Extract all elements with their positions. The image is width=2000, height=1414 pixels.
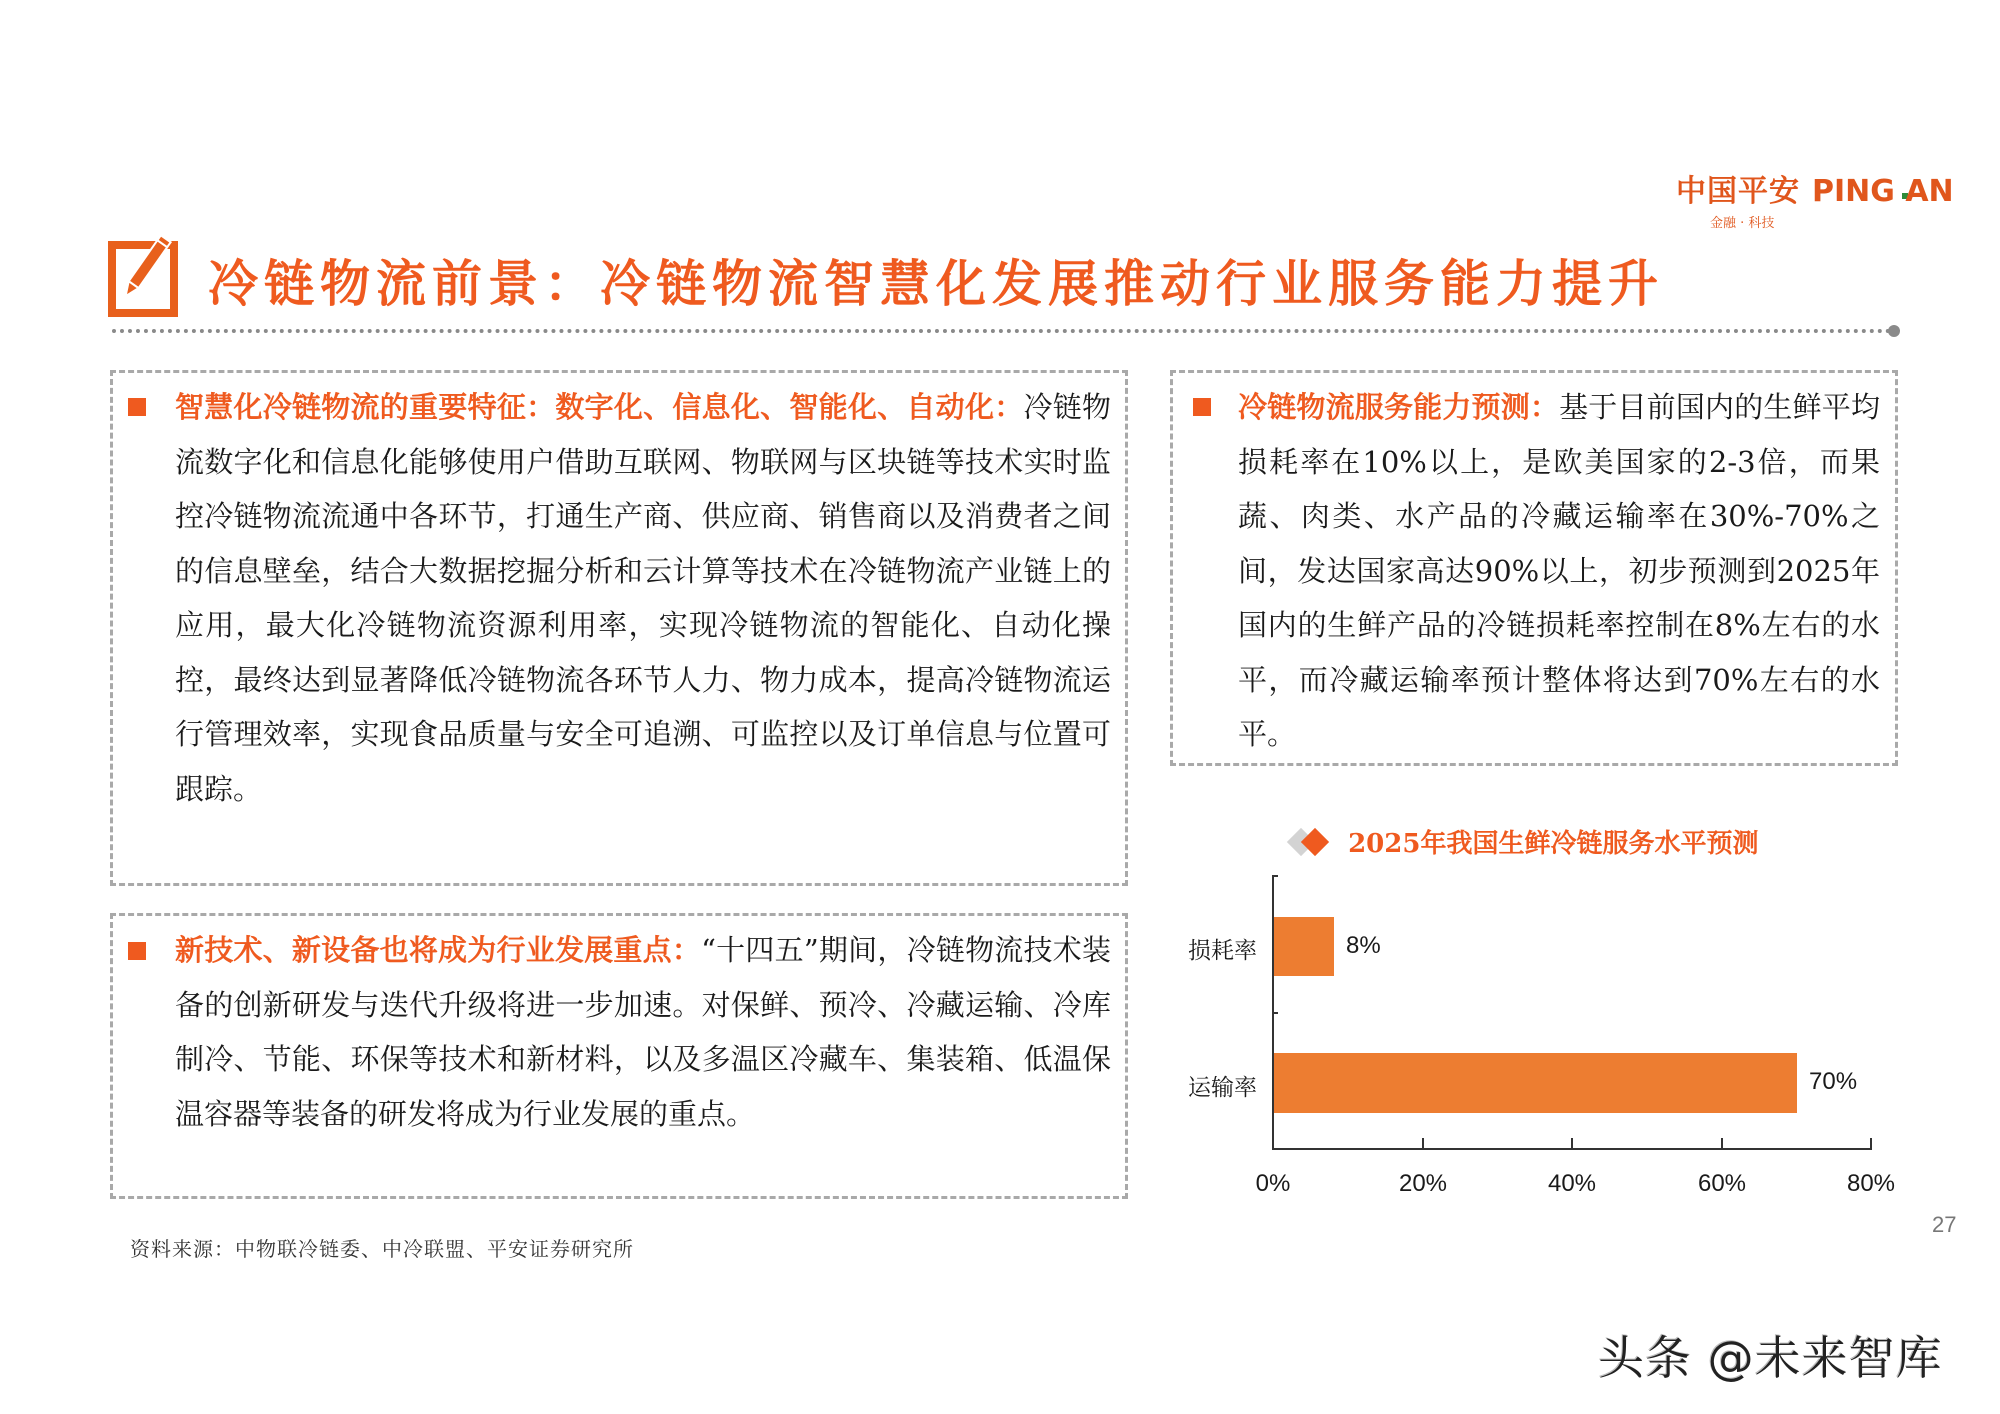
chart-header [1285, 823, 1758, 863]
bar-transport-rate [1274, 1053, 1797, 1113]
x-tick [1571, 1138, 1573, 1150]
title-divider [112, 329, 1892, 333]
forecast-body: 基于目前国内的生鲜平均损耗率在10%以上，是欧美国家的2-3倍，而果蔬、肉类、水产品的冷藏运输率在30%-70%之间，发达国家高达90%以上，初步预测到2025年国内的生鲜产品的冷链损耗率控制在8%左右的水平，而冷藏运输率预计整体将达到70%左右的水平。 [1238, 390, 1880, 751]
page-title: 冷链物流前景：冷链物流智慧化发展推动行业服务能力提升 [208, 254, 1664, 313]
x-tick-label: 20% [1398, 1170, 1448, 1197]
bar-value-label: 8% [1346, 932, 1381, 959]
forecast-paragraph [1238, 380, 1880, 762]
forecast-heading: 冷链物流服务能力预测： [1238, 390, 1560, 424]
chart-title: 2025年我国生鲜冷链服务水平预测 [1348, 829, 1759, 859]
watermark: 头条 @未来智库 [1598, 1331, 1943, 1385]
category-label: 损耗率 [1188, 938, 1257, 964]
logo-en-2: AN [1905, 174, 1954, 209]
feature-paragraph [175, 380, 1111, 816]
logo-en-1: PING [1812, 174, 1895, 209]
x-tick [1870, 1138, 1872, 1150]
source-note: 资料来源：中物联冷链委、中冷联盟、平安证券研究所 [130, 1237, 634, 1261]
bar-loss-rate [1274, 917, 1334, 976]
edit-pencil-icon [108, 233, 188, 317]
tech-body: “十四五”期间，冷链物流技术装备的创新研发与迭代升级将进一步加速。对保鲜、预冷、冷藏运输、冷库制冷、节能、环保等技术和新材料，以及多温区冷藏车、集装箱、低温保温容器等装备的研发将成为行业发展的重点。 [175, 933, 1111, 1131]
bullet-square-icon [1193, 398, 1211, 416]
bullet-square-icon [128, 398, 146, 416]
x-tick-label: 40% [1547, 1170, 1597, 1197]
feature-body: 冷链物流数字化和信息化能够使用户借助互联网、物联网与区块链等技术实时监控冷链物流流通中各环节，打通生产商、供应商、销售商以及消费者之间的信息壁垒，结合大数据挖掘分析和云计算等技术在冷链物流产业链上的应用，最大化冷链物流资源利用率，实现冷链物流的智能化、自动化操控，最终达到显著降低冷链物流各环节人力、物力成本，提高冷链物流运行管理效率，实现食品质量与安全可追溯、可监控以及订单信息与位置可跟踪。 [175, 390, 1111, 806]
divider-end-dot [1888, 325, 1900, 337]
category-label: 运输率 [1188, 1075, 1257, 1101]
logo-tagline: 金融 · 科技 [1710, 216, 1775, 231]
y-tick [1272, 875, 1278, 877]
x-tick [1721, 1138, 1723, 1150]
page-number: 27 [1932, 1212, 1957, 1237]
y-tick [1272, 1012, 1278, 1014]
tech-paragraph [175, 923, 1111, 1141]
tech-heading: 新技术、新设备也将成为行业发展重点： [175, 933, 702, 967]
pingan-logo [1676, 166, 1986, 231]
x-tick-label: 0% [1255, 1170, 1291, 1197]
bullet-square-icon [128, 942, 146, 960]
x-tick-label: 80% [1846, 1170, 1896, 1197]
logo-cn: 中国平安 [1676, 174, 1800, 209]
feature-heading: 智慧化冷链物流的重要特征：数字化、信息化、智能化、自动化： [175, 390, 1024, 424]
bar-chart [1188, 875, 1896, 1197]
x-tick-label: 60% [1697, 1170, 1747, 1197]
x-tick [1422, 1138, 1424, 1150]
bar-value-label: 70% [1809, 1068, 1858, 1095]
